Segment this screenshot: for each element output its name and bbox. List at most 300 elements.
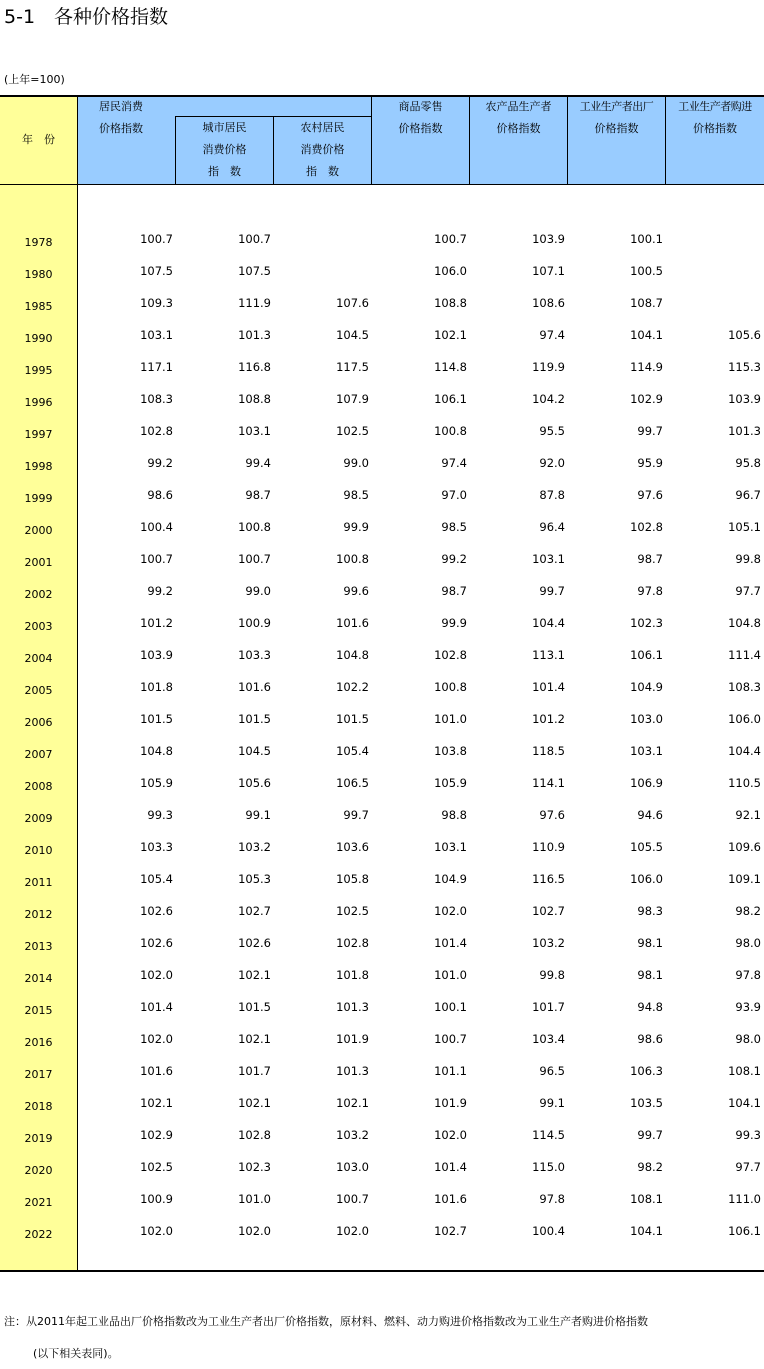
retail-cell: 98.7: [441, 584, 467, 598]
ppirm-cell: 101.3: [728, 424, 761, 438]
ppi-cell: 108.7: [630, 296, 663, 310]
table-row: [0, 703, 764, 735]
table-row: [0, 735, 764, 767]
cpi-cell: 99.2: [147, 456, 173, 470]
year-cell: 2013: [24, 940, 53, 953]
retail-cell: 106.0: [434, 264, 467, 278]
ppi-cell: 98.6: [637, 1032, 663, 1046]
footnote-continued: (以下相关表同)。: [33, 1347, 119, 1360]
urban-cell: 102.6: [238, 936, 271, 950]
rural-cell: 102.5: [336, 424, 369, 438]
urban-cell: 100.9: [238, 616, 271, 630]
retail-cell: 105.9: [434, 776, 467, 790]
ppirm-cell: 108.3: [728, 680, 761, 694]
retail-cell: 99.9: [441, 616, 467, 630]
retail-cell: 98.8: [441, 808, 467, 822]
table-row: [0, 351, 764, 383]
cpi-cell: 103.9: [140, 648, 173, 662]
cpi-cell: 108.3: [140, 392, 173, 406]
retail-cell: 99.2: [441, 552, 467, 566]
cpi-cell: 101.2: [140, 616, 173, 630]
ppirm-cell: 108.1: [728, 1064, 761, 1078]
ppi-cell: 104.1: [630, 1224, 663, 1238]
ppirm-cell: 109.1: [728, 872, 761, 886]
year-cell: 2021: [24, 1196, 53, 1209]
retail-cell: 101.1: [434, 1064, 467, 1078]
cpi-cell: 104.8: [140, 744, 173, 758]
ppirm-cell: 110.5: [728, 776, 761, 790]
ppirm-cell: 105.6: [728, 328, 761, 342]
header-year: 年 份: [22, 133, 55, 146]
cpi-cell: 105.4: [140, 872, 173, 886]
ppi-cell: 106.3: [630, 1064, 663, 1078]
cpi-cell: 102.9: [140, 1128, 173, 1142]
retail-cell: 102.8: [434, 648, 467, 662]
agri-cell: 113.1: [532, 648, 565, 662]
year-cell: 2000: [24, 524, 53, 537]
agri-cell: 101.2: [532, 712, 565, 726]
footnote: 注：从2011年起工业品出厂价格指数改为工业生产者出厂价格指数，原材料、燃料、动力购进价格指数改为工业生产者购进价格指数: [4, 1315, 648, 1328]
retail-cell: 101.0: [434, 712, 467, 726]
rural-cell: 99.6: [343, 584, 369, 598]
urban-cell: 103.3: [238, 648, 271, 662]
year-cell: 2007: [24, 748, 53, 761]
table-row: [0, 447, 764, 479]
ppi-cell: 94.6: [637, 808, 663, 822]
year-cell: 1978: [24, 236, 53, 249]
price-index-table: [0, 95, 764, 1272]
ppi-cell: 108.1: [630, 1192, 663, 1206]
header-urban-line1: 城市居民: [202, 121, 247, 134]
ppi-cell: 97.8: [637, 584, 663, 598]
agri-cell: 95.5: [539, 424, 565, 438]
urban-cell: 102.1: [238, 968, 271, 982]
urban-cell: 100.7: [238, 232, 271, 246]
urban-cell: 101.3: [238, 328, 271, 342]
table-row: [0, 991, 764, 1023]
cpi-cell: 117.1: [140, 360, 173, 374]
ppirm-cell: 97.7: [735, 584, 761, 598]
rural-cell: 105.8: [336, 872, 369, 886]
year-cell: 1995: [24, 364, 53, 377]
header-bottom-rule: [0, 184, 764, 185]
urban-cell: 101.0: [238, 1192, 271, 1206]
header-urban-line3: 指 数: [208, 165, 241, 178]
ppirm-cell: 111.0: [728, 1192, 761, 1206]
rural-cell: 103.0: [336, 1160, 369, 1174]
cpi-cell: 100.7: [140, 232, 173, 246]
table-row: [0, 767, 764, 799]
retail-cell: 98.5: [441, 520, 467, 534]
retail-cell: 101.4: [434, 1160, 467, 1174]
retail-cell: 102.0: [434, 904, 467, 918]
cpi-cell: 102.0: [140, 1224, 173, 1238]
rural-cell: 101.6: [336, 616, 369, 630]
header-urban-line2: 消费价格: [202, 143, 247, 156]
rural-cell: 98.5: [343, 488, 369, 502]
year-cell: 1996: [24, 396, 53, 409]
urban-cell: 101.6: [238, 680, 271, 694]
ppi-cell: 103.5: [630, 1096, 663, 1110]
retail-cell: 97.4: [441, 456, 467, 470]
agri-cell: 104.2: [532, 392, 565, 406]
agri-cell: 99.7: [539, 584, 565, 598]
urban-cell: 102.1: [238, 1096, 271, 1110]
urban-cell: 100.8: [238, 520, 271, 534]
retail-cell: 102.0: [434, 1128, 467, 1142]
ppi-cell: 98.1: [637, 936, 663, 950]
year-cell: 2005: [24, 684, 53, 697]
retail-cell: 103.1: [434, 840, 467, 854]
bottom-rule: [0, 1270, 764, 1272]
cpi-cell: 99.2: [147, 584, 173, 598]
cpi-cell: 100.9: [140, 1192, 173, 1206]
table-row: [0, 959, 764, 991]
agri-cell: 92.0: [539, 456, 565, 470]
year-cell: 1998: [24, 460, 53, 473]
cpi-cell: 102.6: [140, 936, 173, 950]
ppi-cell: 106.9: [630, 776, 663, 790]
urban-cell: 108.8: [238, 392, 271, 406]
year-cell: 2012: [24, 908, 53, 921]
cpi-cell: 102.0: [140, 1032, 173, 1046]
table-row: [0, 639, 764, 671]
agri-cell: 102.7: [532, 904, 565, 918]
agri-cell: 110.9: [532, 840, 565, 854]
ppirm-cell: 103.9: [728, 392, 761, 406]
cpi-cell: 100.4: [140, 520, 173, 534]
rural-cell: 105.4: [336, 744, 369, 758]
urban-cell: 101.5: [238, 1000, 271, 1014]
cpi-cell: 102.0: [140, 968, 173, 982]
ppi-cell: 98.7: [637, 552, 663, 566]
ppi-cell: 102.8: [630, 520, 663, 534]
table-row: [0, 223, 764, 255]
retail-cell: 101.0: [434, 968, 467, 982]
ppi-cell: 102.9: [630, 392, 663, 406]
cpi-cell: 99.3: [147, 808, 173, 822]
rural-cell: 107.6: [336, 296, 369, 310]
ppirm-cell: 98.0: [735, 936, 761, 950]
ppi-cell: 99.7: [637, 424, 663, 438]
header-ppi-line1: 工业生产者出厂: [579, 100, 654, 113]
rural-cell: 104.8: [336, 648, 369, 662]
ppirm-cell: 111.4: [728, 648, 761, 662]
ppi-cell: 97.6: [637, 488, 663, 502]
cpi-cell: 109.3: [140, 296, 173, 310]
urban-cell: 98.7: [245, 488, 271, 502]
urban-cell: 99.1: [245, 808, 271, 822]
cpi-cell: 101.8: [140, 680, 173, 694]
table-row: [0, 1215, 764, 1247]
year-cell: 1990: [24, 332, 53, 345]
ppi-cell: 102.3: [630, 616, 663, 630]
cpi-cell: 103.1: [140, 328, 173, 342]
header-ppirm-line1: 工业生产者购进: [678, 100, 752, 113]
retail-cell: 100.8: [434, 424, 467, 438]
agri-cell: 101.7: [532, 1000, 565, 1014]
retail-cell: 100.7: [434, 232, 467, 246]
table-row: [0, 415, 764, 447]
rural-cell: 100.7: [336, 1192, 369, 1206]
urban-cell: 102.1: [238, 1032, 271, 1046]
retail-cell: 100.8: [434, 680, 467, 694]
ppi-cell: 104.9: [630, 680, 663, 694]
agri-cell: 118.5: [532, 744, 565, 758]
ppi-cell: 105.5: [630, 840, 663, 854]
ppi-cell: 98.1: [637, 968, 663, 982]
agri-cell: 99.8: [539, 968, 565, 982]
urban-cell: 101.5: [238, 712, 271, 726]
urban-cell: 100.7: [238, 552, 271, 566]
rural-cell: 107.9: [336, 392, 369, 406]
urban-cell: 102.8: [238, 1128, 271, 1142]
table-row: [0, 543, 764, 575]
rural-cell: 102.8: [336, 936, 369, 950]
urban-cell: 116.8: [238, 360, 271, 374]
ppirm-cell: 92.1: [735, 808, 761, 822]
ppi-cell: 95.9: [637, 456, 663, 470]
rural-cell: 99.9: [343, 520, 369, 534]
ppi-cell: 104.1: [630, 328, 663, 342]
ppi-cell: 103.1: [630, 744, 663, 758]
cpi-cell: 107.5: [140, 264, 173, 278]
header-retail-line1: 商品零售: [398, 100, 443, 113]
urban-cell: 103.2: [238, 840, 271, 854]
table-row: [0, 607, 764, 639]
cpi-cell: 102.5: [140, 1160, 173, 1174]
year-cell: 2019: [24, 1132, 53, 1145]
year-cell: 2003: [24, 620, 53, 633]
ppirm-cell: 104.8: [728, 616, 761, 630]
cpi-cell: 105.9: [140, 776, 173, 790]
retail-cell: 101.9: [434, 1096, 467, 1110]
year-cell: 1997: [24, 428, 53, 441]
agri-cell: 97.6: [539, 808, 565, 822]
year-cell: 2009: [24, 812, 53, 825]
agri-cell: 116.5: [532, 872, 565, 886]
table-row: [0, 255, 764, 287]
urban-cell: 102.3: [238, 1160, 271, 1174]
ppirm-cell: 95.8: [735, 456, 761, 470]
agri-cell: 108.6: [532, 296, 565, 310]
rural-cell: 99.7: [343, 808, 369, 822]
retail-cell: 100.7: [434, 1032, 467, 1046]
unit-label: (上年=100): [4, 73, 65, 86]
ppirm-cell: 97.7: [735, 1160, 761, 1174]
rural-cell: 101.5: [336, 712, 369, 726]
urban-cell: 105.6: [238, 776, 271, 790]
agri-cell: 96.5: [539, 1064, 565, 1078]
cpi-cell: 98.6: [147, 488, 173, 502]
header-rural-line2: 消费价格: [300, 143, 345, 156]
table-row: [0, 1055, 764, 1087]
agri-cell: 100.4: [532, 1224, 565, 1238]
rural-cell: 101.9: [336, 1032, 369, 1046]
ppi-cell: 100.5: [630, 264, 663, 278]
rural-cell: 101.3: [336, 1000, 369, 1014]
ppirm-cell: 97.8: [735, 968, 761, 982]
year-cell: 2004: [24, 652, 53, 665]
year-cell: 1980: [24, 268, 53, 281]
cpi-cell: 103.3: [140, 840, 173, 854]
header-rural-line3: 指 数: [306, 165, 339, 178]
agri-cell: 96.4: [539, 520, 565, 534]
retail-cell: 101.4: [434, 936, 467, 950]
rural-cell: 104.5: [336, 328, 369, 342]
retail-cell: 106.1: [434, 392, 467, 406]
agri-cell: 103.1: [532, 552, 565, 566]
year-cell: 2006: [24, 716, 53, 729]
table-row: [0, 1151, 764, 1183]
year-cell: 2017: [24, 1068, 53, 1081]
retail-cell: 114.8: [434, 360, 467, 374]
rural-cell: 117.5: [336, 360, 369, 374]
ppi-cell: 114.9: [630, 360, 663, 374]
ppirm-cell: 109.6: [728, 840, 761, 854]
retail-cell: 103.8: [434, 744, 467, 758]
agri-cell: 103.9: [532, 232, 565, 246]
rural-cell: 102.1: [336, 1096, 369, 1110]
rural-cell: 102.5: [336, 904, 369, 918]
agri-cell: 97.4: [539, 328, 565, 342]
urban-cell: 105.3: [238, 872, 271, 886]
urban-cell: 102.0: [238, 1224, 271, 1238]
rural-cell: 103.2: [336, 1128, 369, 1142]
retail-cell: 102.7: [434, 1224, 467, 1238]
ppirm-cell: 104.4: [728, 744, 761, 758]
table-row: [0, 831, 764, 863]
agri-cell: 103.2: [532, 936, 565, 950]
ppi-cell: 106.1: [630, 648, 663, 662]
agri-cell: 103.4: [532, 1032, 565, 1046]
ppi-cell: 99.7: [637, 1128, 663, 1142]
agri-cell: 114.1: [532, 776, 565, 790]
agri-cell: 97.8: [539, 1192, 565, 1206]
retail-cell: 101.6: [434, 1192, 467, 1206]
ppirm-cell: 99.3: [735, 1128, 761, 1142]
urban-cell: 104.5: [238, 744, 271, 758]
rural-cell: 101.3: [336, 1064, 369, 1078]
year-cell: 2008: [24, 780, 53, 793]
urban-cell: 103.1: [238, 424, 271, 438]
rural-cell: 101.8: [336, 968, 369, 982]
cpi-cell: 101.4: [140, 1000, 173, 1014]
rural-cell: 99.0: [343, 456, 369, 470]
retail-cell: 108.8: [434, 296, 467, 310]
header-agri-line1: 农产品生产者: [485, 100, 552, 113]
rural-cell: 106.5: [336, 776, 369, 790]
table-body: [0, 223, 764, 1247]
year-cell: 2002: [24, 588, 53, 601]
ppi-cell: 100.1: [630, 232, 663, 246]
urban-cell: 99.0: [245, 584, 271, 598]
header-agri-line2: 价格指数: [496, 122, 541, 135]
ppirm-cell: 99.8: [735, 552, 761, 566]
header-rural-line1: 农村居民: [300, 121, 345, 134]
table-row: [0, 1183, 764, 1215]
agri-cell: 99.1: [539, 1096, 565, 1110]
agri-cell: 115.0: [532, 1160, 565, 1174]
ppi-cell: 106.0: [630, 872, 663, 886]
year-cell: 2016: [24, 1036, 53, 1049]
year-cell: 2015: [24, 1004, 53, 1017]
urban-cell: 99.4: [245, 456, 271, 470]
header-cpi-line1: 居民消费: [99, 100, 143, 113]
ppi-cell: 98.2: [637, 1160, 663, 1174]
rural-cell: 102.0: [336, 1224, 369, 1238]
year-cell: 2020: [24, 1164, 53, 1177]
header-ppi-line2: 价格指数: [594, 122, 639, 135]
cpi-cell: 102.8: [140, 424, 173, 438]
year-cell: 2001: [24, 556, 53, 569]
agri-cell: 87.8: [539, 488, 565, 502]
header-ppirm-line2: 价格指数: [693, 122, 737, 135]
agri-cell: 119.9: [532, 360, 565, 374]
header-retail-line2: 价格指数: [398, 122, 443, 135]
ppirm-cell: 98.0: [735, 1032, 761, 1046]
table-row: [0, 479, 764, 511]
year-cell: 2011: [24, 876, 53, 889]
year-cell: 2010: [24, 844, 53, 857]
urban-cell: 101.7: [238, 1064, 271, 1078]
table-title: 5-1 各种价格指数: [4, 6, 169, 28]
year-cell: 2022: [24, 1228, 53, 1241]
ppirm-cell: 115.3: [728, 360, 761, 374]
ppi-cell: 94.8: [637, 1000, 663, 1014]
agri-cell: 107.1: [532, 264, 565, 278]
agri-cell: 104.4: [532, 616, 565, 630]
ppirm-cell: 106.1: [728, 1224, 761, 1238]
cpi-cell: 102.1: [140, 1096, 173, 1110]
table-row: [0, 895, 764, 927]
urban-cell: 111.9: [238, 296, 271, 310]
ppirm-cell: 104.1: [728, 1096, 761, 1110]
table-row: [0, 1119, 764, 1151]
cpi-cell: 102.6: [140, 904, 173, 918]
retail-cell: 97.0: [441, 488, 467, 502]
year-cell: 1985: [24, 300, 53, 313]
table-row: [0, 1087, 764, 1119]
urban-cell: 107.5: [238, 264, 271, 278]
ppirm-cell: 93.9: [735, 1000, 761, 1014]
ppi-cell: 98.3: [637, 904, 663, 918]
urban-cell: 102.7: [238, 904, 271, 918]
year-cell: 2018: [24, 1100, 53, 1113]
table-row: [0, 383, 764, 415]
year-cell: 2014: [24, 972, 53, 985]
ppirm-cell: 96.7: [735, 488, 761, 502]
rural-cell: 102.2: [336, 680, 369, 694]
retail-cell: 104.9: [434, 872, 467, 886]
table-row: [0, 319, 764, 351]
agri-cell: 101.4: [532, 680, 565, 694]
retail-cell: 100.1: [434, 1000, 467, 1014]
rural-cell: 103.6: [336, 840, 369, 854]
table-row: [0, 927, 764, 959]
ppirm-cell: 98.2: [735, 904, 761, 918]
table-row: [0, 671, 764, 703]
ppirm-cell: 105.1: [728, 520, 761, 534]
cpi-cell: 100.7: [140, 552, 173, 566]
retail-cell: 102.1: [434, 328, 467, 342]
year-cell: 1999: [24, 492, 53, 505]
header-cpi-line2: 价格指数: [99, 122, 143, 135]
cpi-cell: 101.5: [140, 712, 173, 726]
table-row: [0, 511, 764, 543]
table-row: [0, 863, 764, 895]
rural-cell: 100.8: [336, 552, 369, 566]
